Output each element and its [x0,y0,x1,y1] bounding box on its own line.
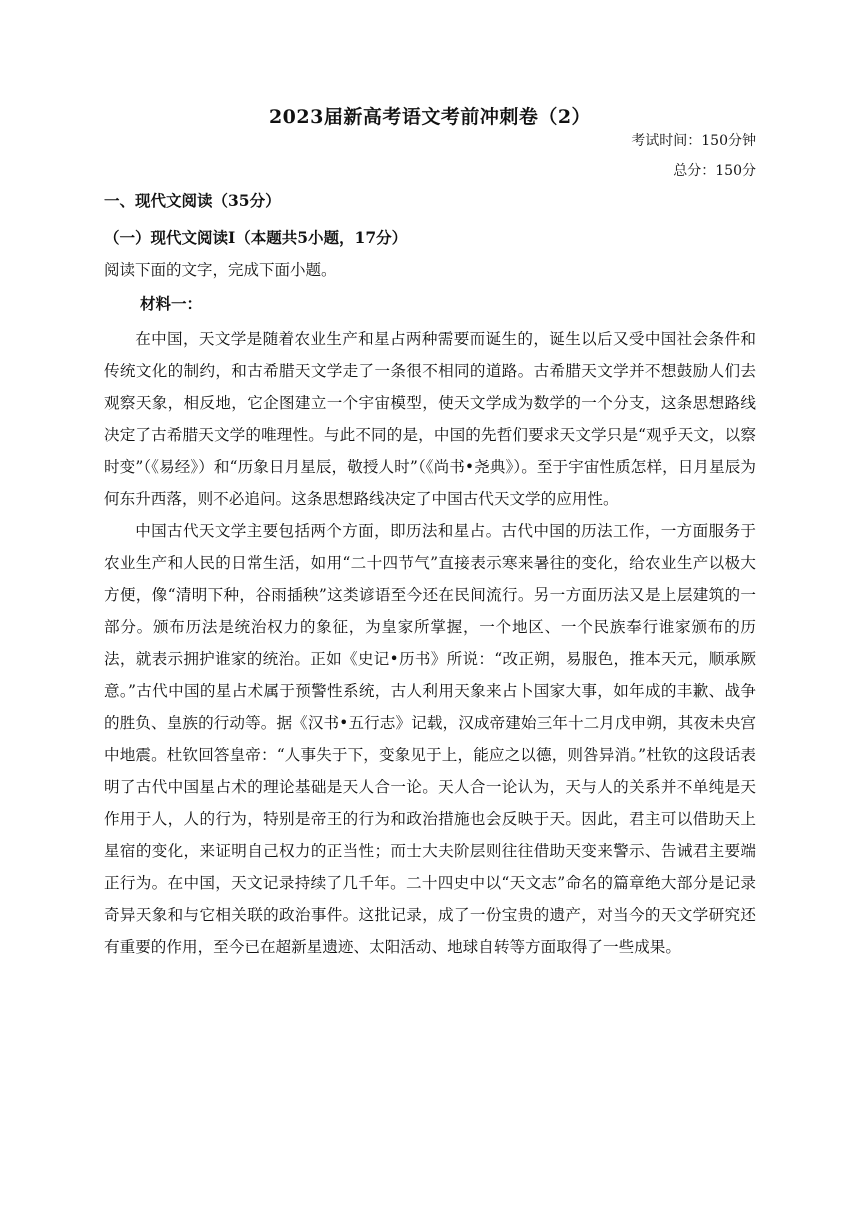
material-body [104,323,756,963]
page-title: 2023届新高考语文考前冲刺卷（2） [268,106,592,128]
reading-instruction: 阅读下面的文字，完成下面小题。 [104,261,337,279]
total-score: 总分：150分 [673,163,756,179]
exam-time: 考试时间：150分钟 [631,133,756,149]
subsection-heading: （一）现代文阅读I（本题共5小题，17分） [104,228,408,247]
section-heading: 一、现代文阅读（35分） [104,191,281,210]
paragraph-1: 在中国，天文学是随着农业生产和星占两种需要而诞生的，诞生以后又受中国社会条件和传统文化的制约，和古希腊天文学走了一条很不相同的道路。古希腊天文学并不想鼓励人们去观察天象，相反地，它企图建立一个宇宙模型，使天文学成为数学的一个分支，这条思想路线决定了古希腊天文学的唯理性。与此不同的是，中国的先哲们要求天文学只是“观乎天文，以察时变”（《易经》）和“历象日月星辰，敬授人时”（《尚书•尧典》）。至于宇宙性质怎样，日月星辰为何东升西落，则不必追问。这条思想路线决定了中国古代天文学的应用性。 [104,330,756,508]
material-label: 材料一： [140,294,203,313]
paragraph-2: 中国古代天文学主要包括两个方面，即历法和星占。古代中国的历法工作，一方面服务于农业生产和人民的日常生活，如用“二十四节气”直接表示寒来暑往的变化，给农业生产以极大方便，像“清明下种，谷雨插秧”这类谚语至今还在民间流行。另一方面历法又是上层建筑的一部分。颁布历法是统治权力的象征，为皇家所掌握，一个地区、一个民族奉行谁家颁布的历法，就表示拥护谁家的统治。正如《史记•历书》所说：“改正朔，易服色，推本天元，顺承厥意。”古代中国的星占术属于预警性系统，古人利用天象来占卜国家大事，如年成的丰歉、战争的胜负、皇族的行动等。据《汉书•五行志》记载，汉成帝建始三年十二月戊申朔，其夜未央宫中地震。杜钦回答皇帝：“人事失于下，变象见于上，能应之以德，则咎异消。”杜钦的这段话表明了古代中国星占术的理论基础是天人合一论。天人合一论认为，天与人的关系并不单纯是天作用于人，人的行为，特别是帝王的行为和政治措施也会反映于天。因此，君主可以借助天上星宿的变化，来证明自己权力的正当性；而士大夫阶层则往往借助天变来警示、告诫君主要端正行为。在中国，天文记录持续了几千年。二十四史中以“天文志”命名的篇章绝大部分是记录奇异天象和与它相关联的政治事件。这批记录，成了一份宝贵的遗产，对当今的天文学研究还有重要的作用，至今已在超新星遗迹、太阳活动、地球自转等方面取得了一些成果。 [104,522,756,956]
